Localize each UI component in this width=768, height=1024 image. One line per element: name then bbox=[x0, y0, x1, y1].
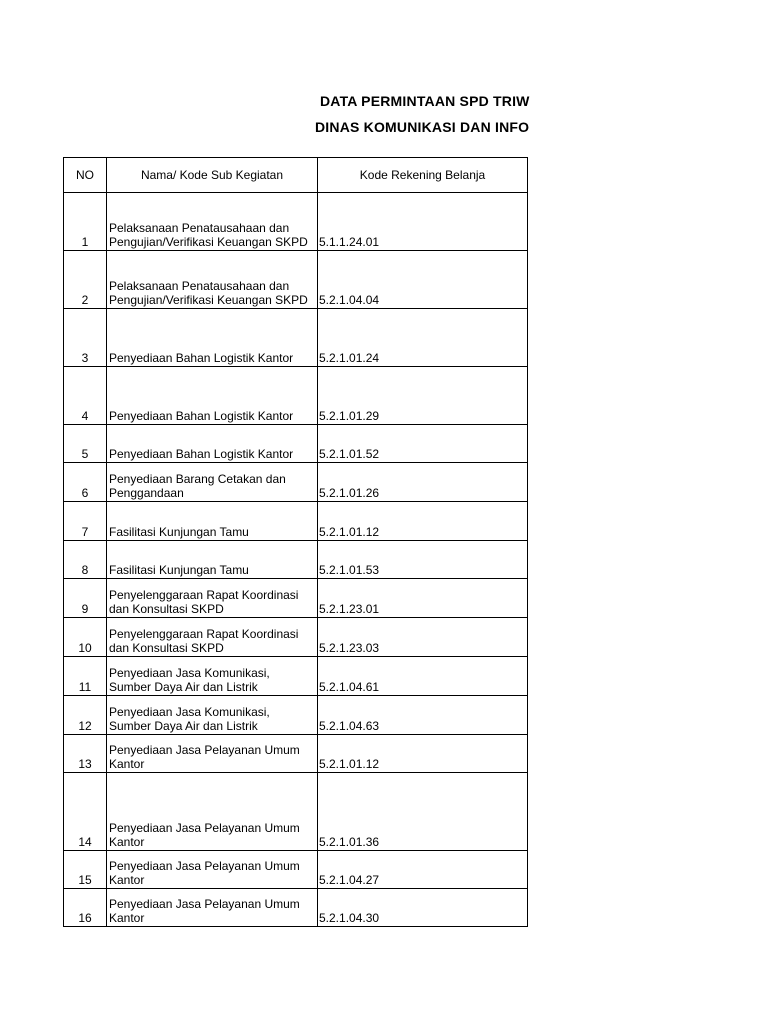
cell-name: Penyelenggaraan Rapat Koordinasi dan Konsultasi SKPD bbox=[107, 618, 318, 657]
table-row bbox=[64, 618, 528, 657]
table-row bbox=[64, 193, 528, 251]
cell-kode: 5.2.1.23.01 bbox=[318, 579, 528, 618]
cell-kode: 5.2.1.04.30 bbox=[318, 889, 528, 927]
cell-kode: 5.2.1.01.52 bbox=[318, 425, 528, 463]
cell-no: 12 bbox=[64, 696, 107, 735]
cell-name: Penyediaan Jasa Komunikasi, Sumber Daya Air dan Listrik bbox=[107, 696, 318, 735]
cell-no: 15 bbox=[64, 851, 107, 889]
table-row bbox=[64, 541, 528, 579]
table-row bbox=[64, 889, 528, 927]
cell-no: 13 bbox=[64, 735, 107, 773]
cell-kode: 5.2.1.01.29 bbox=[318, 367, 528, 425]
cell-kode: 5.2.1.01.36 bbox=[318, 773, 528, 851]
cell-name: Pelaksanaan Penatausahaan dan Pengujian/Verifikasi Keuangan SKPD bbox=[107, 251, 318, 309]
cell-no: 6 bbox=[64, 463, 107, 502]
cell-no: 9 bbox=[64, 579, 107, 618]
cell-kode: 5.2.1.04.27 bbox=[318, 851, 528, 889]
cell-no: 10 bbox=[64, 618, 107, 657]
cell-kode: 5.2.1.04.63 bbox=[318, 696, 528, 735]
spd-table bbox=[63, 157, 528, 927]
cell-no: 5 bbox=[64, 425, 107, 463]
cell-no: 3 bbox=[64, 309, 107, 367]
cell-no: 16 bbox=[64, 889, 107, 927]
cell-name: Fasilitasi Kunjungan Tamu bbox=[107, 541, 318, 579]
table-row bbox=[64, 309, 528, 367]
table-header-row bbox=[64, 158, 528, 193]
table-row bbox=[64, 773, 528, 851]
title-line-1: DATA PERMINTAAN SPD TRIW bbox=[320, 93, 530, 109]
cell-no: 2 bbox=[64, 251, 107, 309]
cell-kode: 5.2.1.01.26 bbox=[318, 463, 528, 502]
table-row bbox=[64, 367, 528, 425]
table-row bbox=[64, 657, 528, 696]
cell-no: 7 bbox=[64, 502, 107, 541]
cell-name: Penyediaan Jasa Pelayanan Umum Kantor bbox=[107, 889, 318, 927]
table-row bbox=[64, 425, 528, 463]
table-body bbox=[64, 193, 528, 927]
table-row bbox=[64, 851, 528, 889]
table-row bbox=[64, 735, 528, 773]
table-row bbox=[64, 251, 528, 309]
cell-name: Penyediaan Bahan Logistik Kantor bbox=[107, 367, 318, 425]
cell-name: Pelaksanaan Penatausahaan dan Pengujian/Verifikasi Keuangan SKPD bbox=[107, 193, 318, 251]
cell-no: 11 bbox=[64, 657, 107, 696]
cell-kode: 5.2.1.01.12 bbox=[318, 502, 528, 541]
cell-name: Fasilitasi Kunjungan Tamu bbox=[107, 502, 318, 541]
cell-no: 14 bbox=[64, 773, 107, 851]
header-name: Nama/ Kode Sub Kegiatan bbox=[107, 158, 318, 193]
cell-name: Penyediaan Jasa Pelayanan Umum Kantor bbox=[107, 773, 318, 851]
cell-kode: 5.2.1.01.12 bbox=[318, 735, 528, 773]
cell-name: Penyediaan Barang Cetakan dan Penggandaan bbox=[107, 463, 318, 502]
cell-kode: 5.2.1.04.61 bbox=[318, 657, 528, 696]
header-no: NO bbox=[64, 158, 107, 193]
cell-no: 1 bbox=[64, 193, 107, 251]
cell-name: Penyediaan Jasa Komunikasi, Sumber Daya Air dan Listrik bbox=[107, 657, 318, 696]
table-row bbox=[64, 579, 528, 618]
cell-name: Penyediaan Bahan Logistik Kantor bbox=[107, 425, 318, 463]
cell-name: Penyediaan Bahan Logistik Kantor bbox=[107, 309, 318, 367]
cell-kode: 5.1.1.24.01 bbox=[318, 193, 528, 251]
table-row bbox=[64, 502, 528, 541]
header-kode: Kode Rekening Belanja bbox=[318, 158, 528, 193]
table-row bbox=[64, 696, 528, 735]
cell-kode: 5.2.1.01.24 bbox=[318, 309, 528, 367]
cell-kode: 5.2.1.04.04 bbox=[318, 251, 528, 309]
cell-kode: 5.2.1.01.53 bbox=[318, 541, 528, 579]
cell-no: 8 bbox=[64, 541, 107, 579]
title-line-2: DINAS KOMUNIKASI DAN INFO bbox=[315, 119, 530, 135]
table-row bbox=[64, 463, 528, 502]
cell-no: 4 bbox=[64, 367, 107, 425]
cell-name: Penyediaan Jasa Pelayanan Umum Kantor bbox=[107, 735, 318, 773]
cell-name: Penyelenggaraan Rapat Koordinasi dan Konsultasi SKPD bbox=[107, 579, 318, 618]
cell-kode: 5.2.1.23.03 bbox=[318, 618, 528, 657]
cell-name: Penyediaan Jasa Pelayanan Umum Kantor bbox=[107, 851, 318, 889]
